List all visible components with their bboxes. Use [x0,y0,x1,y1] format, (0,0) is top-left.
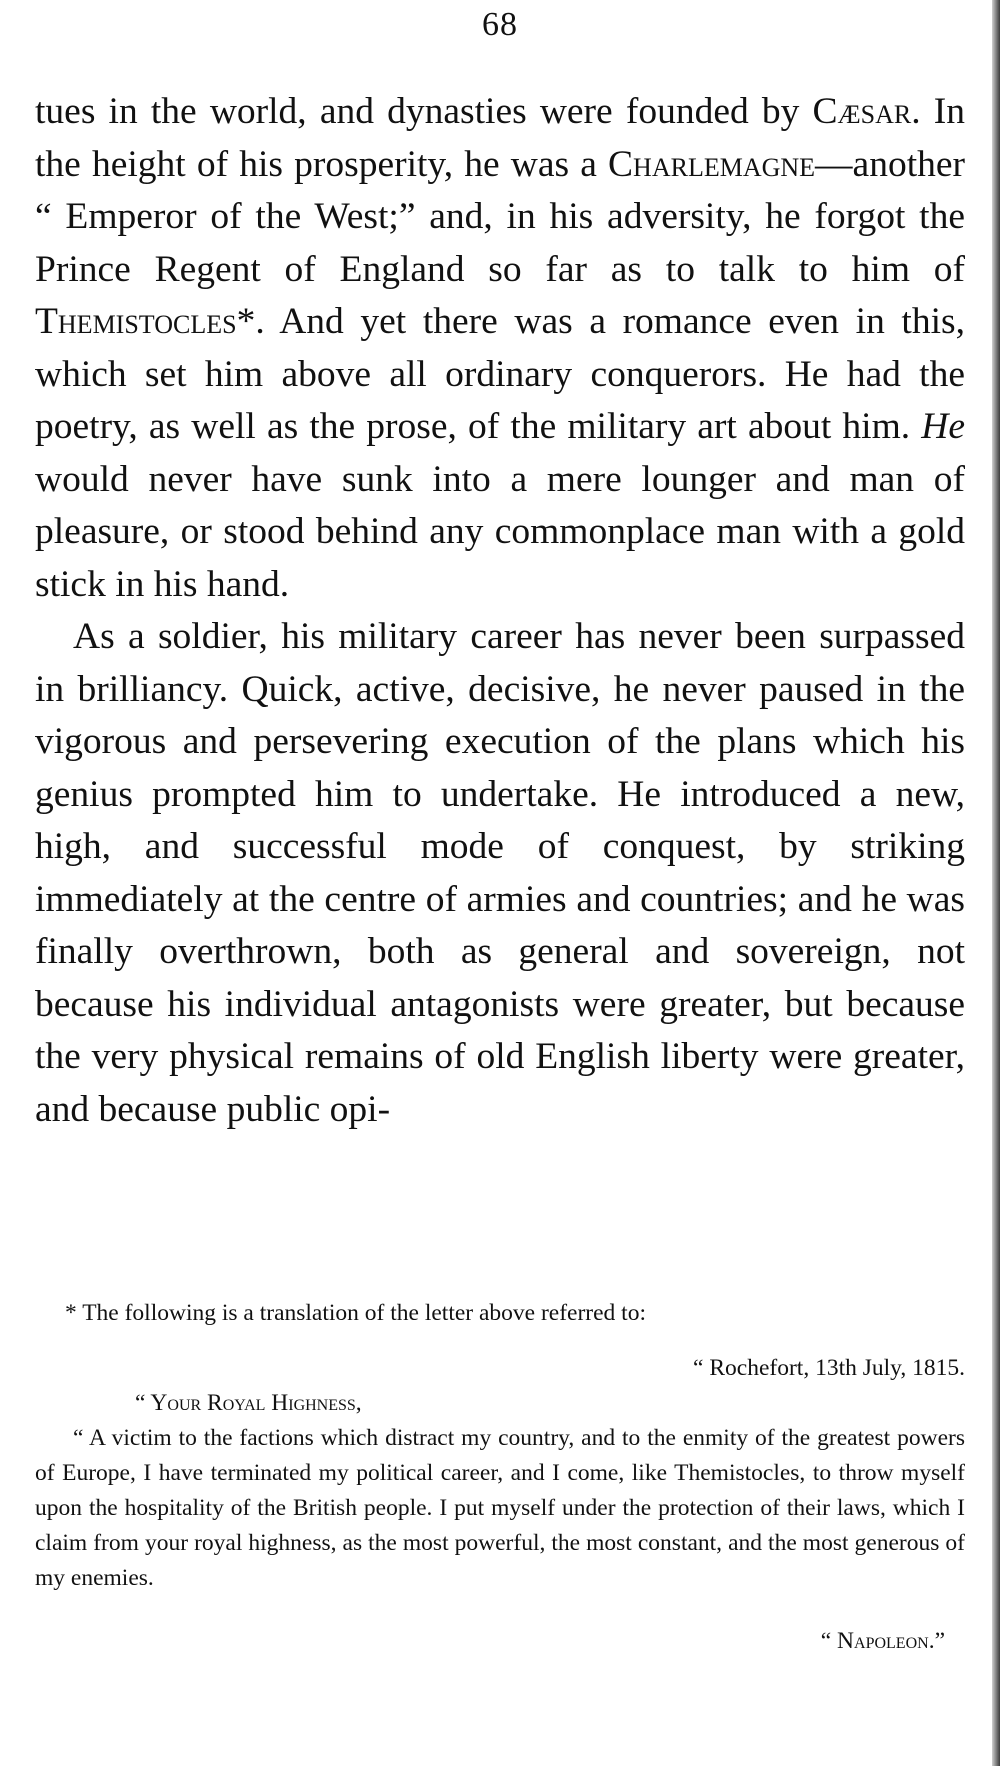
letter-place-date: “ Rochefort, 13th July, 1815. [693,1355,965,1381]
text-segment: . In the height of his prosperity, he was a [35,91,965,185]
emphasis-he: He [921,406,965,447]
page-edge [992,0,1000,1766]
footnote [35,1296,965,1659]
text-segment: tues in the world, and dynasties were founded by [35,91,813,132]
letter-salutation: “ Your Royal Highness, [135,1390,362,1416]
page-number: 68 [482,6,518,43]
name-charlemagne: Charlemagne [608,143,816,185]
name-caesar: Cæsar [812,91,912,132]
main-text [35,86,965,1136]
letter-signature: “ Napoleon.” [820,1628,945,1654]
paragraph-2: As a soldier, his military career has never been surpassed in brilliancy. Quick, active, decisive, he never paused in the vigorous and persevering execution of the plans which his genius prompted him to undertake. He introduced a new, high, and successful mode of conquest, by striking immediately at the centre of armies and countries; and he was finally overthrown, both as general and sovereign, not because his individual antagonists were greater, but because the very physical remains of old English liberty were greater, and because public opi- [35,616,965,1130]
paragraph-1 [35,86,965,611]
text-segment: —another “ Emperor of the West;” and, in his adversity, he forgot the Prince Regent of England so far as to talk to him of [35,143,965,290]
text-segment: *. And yet there was a romance even in this, which set him above all ordinary conquerors. He had the poetry, as well as the prose, of the military art about him. [35,301,965,447]
letter-body: “ A victim to the factions which distract my country, and to the enmity of the greatest powers of Europe, I have terminated my political career, and I come, like Themistocles, to throw myself upon the hospitality of the British people. I put myself under the protection of their laws, which I claim from your royal highness, as the most powerful, the most constant, and the most generous of my enemies. [35,1425,965,1591]
text-segment: would never have sunk into a mere lounger and man of pleasure, or stood behind any commonplace man with a gold stick in his hand. [35,458,965,605]
footnote-intro: * The following is a translation of the letter above referred to: [65,1300,646,1326]
name-themistocles: Themistocles [35,301,237,342]
